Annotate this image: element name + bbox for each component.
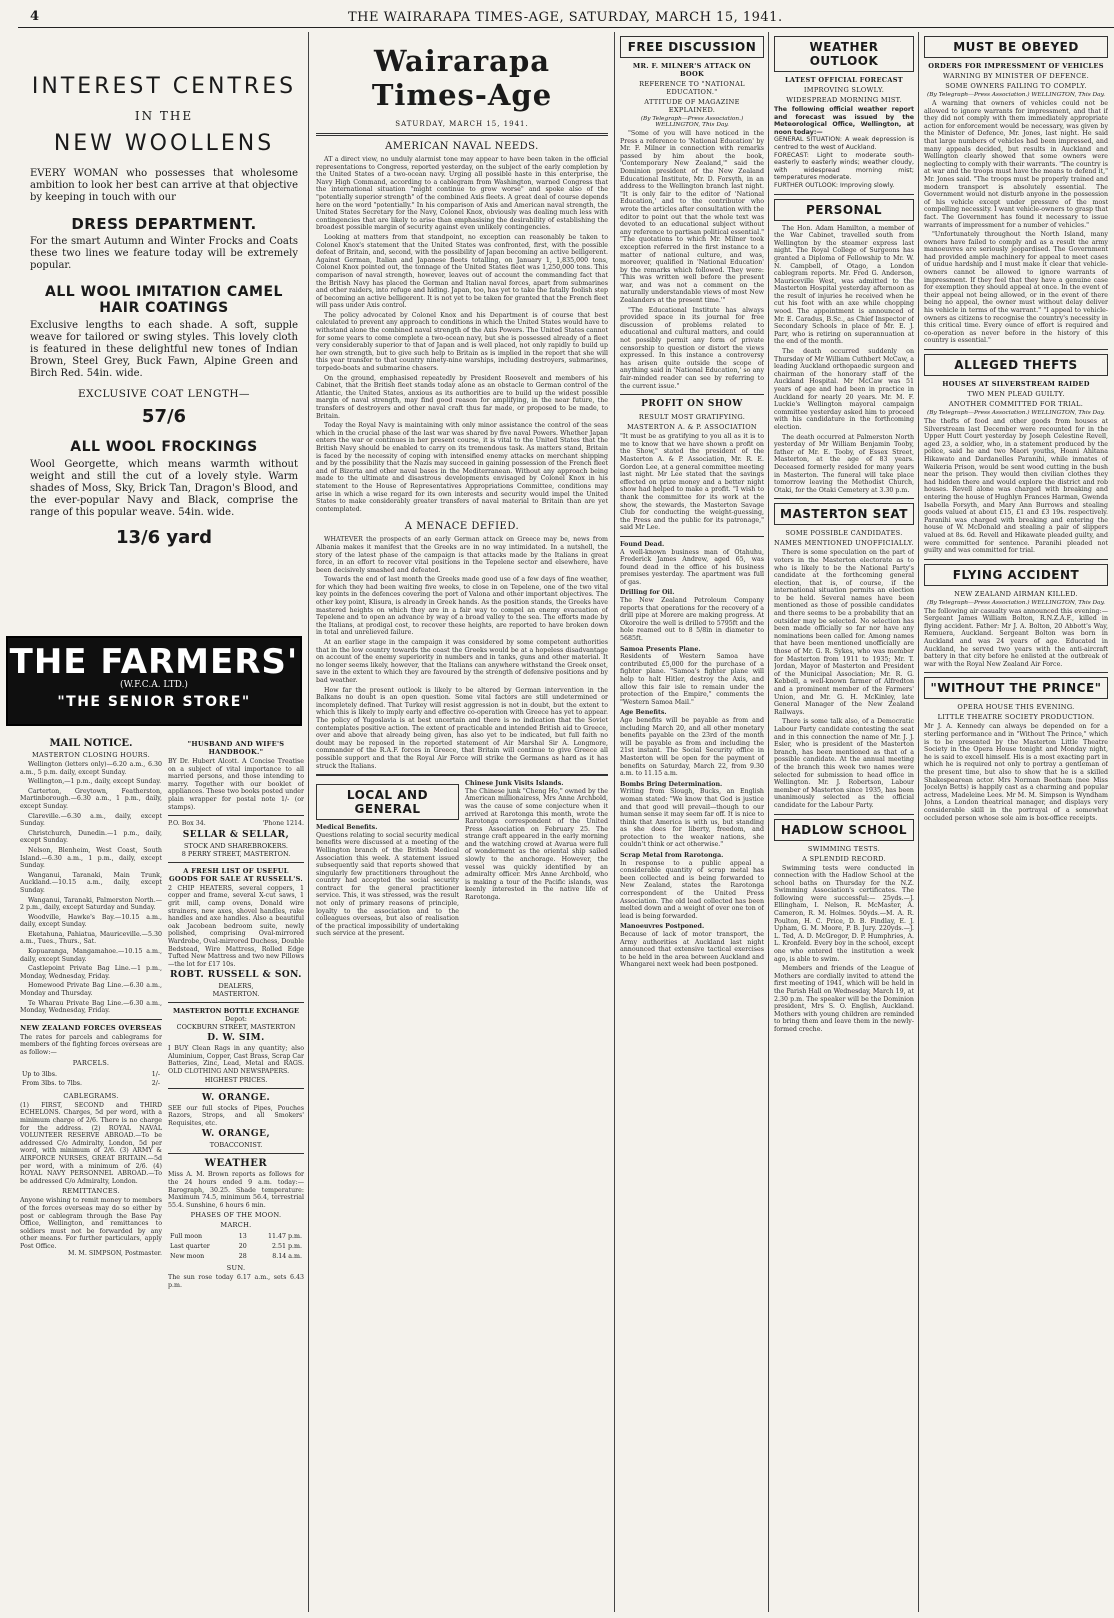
mail-notice-line: Wellington (letters only)—6.20 a.m., 6.30 a.m., 5 p.m. daily, except Sunday. — [20, 761, 162, 776]
brief-headline: Drilling for Oil. — [620, 589, 675, 597]
prince-sub2: LITTLE THEATRE SOCIETY PRODUCTION. — [937, 713, 1095, 722]
moon-phase-row — [170, 1243, 302, 1251]
brief-text: Writing from Slough, Bucks, an English woman stated: "We know that God is justice and that good will prevail—though to our human sense it may seem far off. It is nice to think that America is with us, but standing as she does for liberty, freedom, and protection to the weaker nations, she couldn't think or act otherwise." — [620, 788, 764, 849]
moon-phase-row — [170, 1233, 302, 1241]
must-be-obeyed-byline: (By Telegraph—Press Association.) WELLINGTON, This Day. — [927, 92, 1105, 98]
forces-remit-text: Anyone wishing to remit money to members of the forces overseas may do so either by post or cablegram through the Base Pay Office, Wellington, and remittances to soldiers must not be forwarded by any other means. For further particulars, apply Post Office. — [20, 1197, 162, 1250]
mail-notice-line: Eketahuna, Pahiatua, Mauriceville.—5.30 a.m., Tues., Thurs., Sat. — [20, 930, 162, 946]
forces-signature: M. M. SIMPSON, Postmaster. — [67, 1250, 162, 1258]
brief-headline: Age Benefits. — [620, 709, 667, 717]
forces-remit-label: REMITTANCES. — [61, 1187, 121, 1196]
local-general-subhead: Medical Benefits. — [316, 824, 378, 832]
orange-text: SEE our full stocks of Pipes, Pouches Razors, Strops, and all Smokers' Requisites, etc. — [168, 1104, 304, 1127]
ad-item2-title: ALL WOOL FROCKINGS — [70, 439, 258, 455]
thefts-sub: HOUSES AT SILVERSTREAM RAIDED — [942, 380, 1090, 388]
seat-title: MASTERTON SEAT — [774, 503, 914, 525]
ad-item2-price: 13/6 yard — [115, 527, 213, 548]
profit-sub2: MASTERTON A. & P. ASSOCIATION — [627, 423, 757, 432]
free-discussion-column — [620, 32, 764, 1612]
column-rule — [918, 32, 919, 1612]
leader-column — [316, 32, 608, 1612]
mail-notice-line: Wellington,—1 p.m., daily, except Sunday. — [28, 778, 162, 786]
weather-forecast: FORECAST: Light to moderate south-easterly to easterly winds; weather cloudy, with widespread morning mist; temperatures moderate. — [774, 151, 914, 182]
bottle-depot: Depot: — [225, 1015, 247, 1024]
thefts-text: The thefts of food and other goods from houses at Silverstream last December were recounted for in the Upper Hutt Court yesterday by Joseph Celestine Revell, aged 23, a soldier, who, in a statement produced by the police, said he and two Maori youths, Hoani Ahitana Hikawato and Dardanelles Paranihi, while inmates of Waikeria Prison, would be sent wood cutting in the bush near the prison. They would then civilian clothes they had hidden there and would explore the district and rob houses. Revell alone was charged with breaking and entering the house of Hughlyn Frances Harman, Gwenda Isabella Forsyth, and Mary Ann Burrows and stealing goods valued at about £15, £1 and £3 19s. respectively. Paranihi was charged with breaking and entering the house of W. McDonald and stealing a pair of slippers valued at 8s. 6d. Revell and Hikawate pleaded guilty, and were committed for sentence. Paranihi pleaded not guilty and was committed for trial. — [924, 418, 1108, 555]
free-discussion-sub3: ATTITUDE OF MAGAZINE EXPLAINED. — [644, 98, 740, 114]
brief-headline: Scrap Metal from Rarotonga. — [620, 852, 724, 860]
must-be-obeyed-title: MUST BE OBEYED — [924, 36, 1108, 58]
brief-headline: Samoa Presents Plane. — [620, 645, 701, 653]
flying-title: FLYING ACCIDENT — [924, 564, 1108, 586]
thefts-sub2: TWO MEN PLEAD GUILTY. — [967, 390, 1065, 398]
weather-intro: The following official weather report and forecast was issued by the Meteorological Office, Wellington, at noon today:— — [774, 106, 914, 136]
prince-text: Mr J. A. Kennedy can always be depended on for a sterling performance and in "Without The Prince," which is to be presented by the Masterton Little Theatre Society in the Opera House tonight and Monday night, he is said to excell himself. His is a most exacting part in which he is required not only to portray a gentleman of the present time, but also to show that he is a skilled Shakespearean actor. Mrs Norman Beetham (nee Miss Jocelyn Betts) is happily cast as a charming and popular actress, Madeleine Lees. Mr M. M. Simpson is Wyndham Johns, a London theatrical manager, and displays very considerable skill in the portrayal of a somewhat occluded person whose sole aim is box-office receipts. — [924, 723, 1108, 822]
thefts-byline: (By Telegraph—Press Association.) WELLINGTON, This Day. — [927, 410, 1105, 416]
forces-parcels-label: PARCELS. — [72, 1058, 110, 1067]
weather-title: WEATHER — [204, 1158, 268, 1170]
parcel-rate-row — [22, 1080, 160, 1088]
profit-text: "It must be as gratifying to you all as it is to me to know that we have shown a profit on the Show," stated the president of the Masterton A. & P. Association, Mr. R. E. Gordon Lee, at a general committee meeting last night. Mr Lee stated that the savings effected on prize money and a better night show had helped to make a profit. "I wish to thank the committee for its work at the show, the stewards, the Masterton Savage Club for conducting the weight-guessing, the Press and the public for its patronage," said Mr Lee. — [620, 433, 764, 532]
weather-column — [774, 32, 914, 1612]
moon-phase-cell: New moon — [170, 1252, 205, 1260]
parcel-rate-cell: Up to 3lbs. — [22, 1070, 57, 1078]
moon-phase-cell: 13 — [238, 1233, 247, 1241]
brief-text: Residents of Western Samoa have contributed £5,000 for the purchase of a fighter plane. "Samoa's fighter plane will help to halt Hitler, destroy the Axis, and allow this fair isle to remain under the protection of the Empire," comments the "Western Samoa Mail." — [620, 653, 764, 706]
sellar-box: P.O. Box 34. — [168, 820, 206, 828]
seat-text: There is some speculation on the part of voters in the Masterton electorate as to who is likely to be the National Party's candidate at the forthcoming general election, that is, of course, if the international situation permits an election to be held. Several names have been mentioned as those of possible candidates and there seems to be a probability that an outsider may be selected. No selection has been made officially so far nor have any nominations been called for. Among names that have been mentioned unofficially are those of Mr. G. R. Sykes, who was member for Masterton from 1911 to 1935; Mr. T. Jordan, Mayor of Masterton and President of the Municipal Association; Mr. R. G. Kebbell, a well-known farmer of Alfredton and a prominent member of the Farmers' Union, and Mr. G. H. McKinley, late General Manager of the New Zealand Railways. There is some talk also, of a Democratic Labour Party candidate contesting the seat and in this connection the name of Mr. J. J. Esler, who is president of the Masterton branch, has been mentioned as that of a possible candidate. At the annual meeting of the branch this week two names were selected for submission to head office in Wellington. Mr. J. Robertson, Labour member of Masterton since 1935, has been unanimously selected as the official candidate for the Labour Party. — [774, 549, 914, 809]
mail-notice-line: Wanganui, Taranaki, Main Trunk, Auckland.—10.15 a.m., daily, except Sunday. — [20, 871, 162, 894]
moon-month: MARCH. — [220, 1221, 252, 1230]
ad-headline-connector: IN THE — [134, 109, 194, 123]
page-header — [18, 6, 1114, 28]
moon-phase-cell: Full moon — [170, 1233, 203, 1241]
flying-byline: (By Telegraph—Press Association.) WELLINGTON, This Day. — [927, 599, 1105, 606]
russell-name: ROBT. RUSSELL & SON. — [170, 970, 302, 981]
mail-notice-line: Te Wharau Private Bag Line.—6.30 a.m., Monday, Wednesday, Friday. — [20, 999, 162, 1015]
ad-item1-title: ALL WOOL IMITATION CAMEL HAIR COATINGS — [45, 284, 283, 316]
personal-text: The Hon. Adam Hamilton, a member of the War Cabinet, travelled south from Wellington by the steamer express last night. The Royal College of Surgeons has granted a Diploma of Fellowship to Mr. W. N. Campbell, of Otago, a London cablegram reports. Mr. Fred G. Anderson, Mauriceville West, was admitted to the Masterton Hospital yesterday afternoon as the result of injuries he received when he cut his foot with an axe while chopping wood. The appointment is announced of Mr. E. Caradus, B.Sc., as Chief Inspector of Secondary Schools in place of Mr. E. J. Parr, who is retiring on superannuation at the end of the month. The death occurred suddenly on Thursday of Mr William Cuthbert McCaw, a leading Auckland orthopaedic surgeon and chairman of the honorary staff of the Auckland Hospital. Mr McCaw was 51 years of age and had been in practice in Auckland for nearly 20 years. Mr. M. F. Luckie's Wellington mayoral campaign committee yesterday asked him to proceed with his candidature in the forthcoming election. The death occurred at Palmerston North yesterday of Mr William Benjamin Tooby, father of Mr. E. Tooby, of Essex Street, Masterton, at the age of 83 years. Deceased formerly resided for many years in Masterton. The funeral will take place tomorrow leaving the Methodist Church, Otaki, for the Otaki Cemetery at 3.30 p.m. — [774, 224, 914, 494]
bottle-title: MASTERTON BOTTLE EXCHANGE — [173, 1007, 299, 1016]
brief-text: In response to a public appeal a considerable quantity of scrap metal has been collected and is being forwarded to New Zealand, states the Rarotonga correspondent of the United Press Association. The old lead collected has been melted down and a weight of over one ton of lead is being forwarded. — [620, 859, 764, 920]
hadlow-sub2: A SPLENDID RECORD. — [802, 854, 886, 863]
moon-phases-table — [168, 1231, 304, 1262]
farmers-logo-name: THE FARMERS' — [9, 642, 299, 682]
husband-ad-text: BY Dr. Hubert Alcott. A Concise Treatise on a subject of vital importance to all married persons, and those intending to marry. Together with our booklet of appliances. These two books posted under plain wrapper for postal note 1/- (or stamps). — [168, 758, 304, 811]
must-be-obeyed-sub2: WARNING BY MINISTER OF DEFENCE. — [943, 72, 1089, 80]
small-ads-column — [168, 738, 304, 1608]
moon-phase-cell: 20 — [238, 1243, 247, 1250]
sellar-address: 8 PERRY STREET, MASTERTON. — [181, 849, 291, 858]
mail-notice-subtitle: MASTERTON CLOSING HOURS. — [31, 751, 151, 759]
moon-phase-cell: 11.47 p.m. — [267, 1233, 302, 1241]
moon-phase-cell: Last quarter — [170, 1243, 210, 1250]
brief-headline: Bombs Bring Determination. — [620, 780, 723, 788]
orange-role: TOBACCONIST. — [209, 1141, 263, 1150]
ad-headline-woollens: NEW WOOLLENS — [53, 131, 275, 156]
must-be-obeyed-text: A warning that owners of vehicles could not be allowed to ignore warrants for impressment, and that if they did not comply with them immediately appropriate action for enforcement would be necessary, was given by the Minister of Defence, Mr. Jones, last night. He said that large numbers of vehicles had been impressed, and many appeals decided, but results in Auckland and Wellington clearly showed that some owners were neglecting to comply with their warrants. "The country is at war and the troops must have the means to defend it," Mr. Jones said. "The troops must be properly trained and modern transport is absolutely essential. The Government would not disturb anyone in the possession of his vehicle except under pressure of the most compelling necessity. I want vehicle-owners to grasp that fact. The Government has found it necessary to issue warrants of impressment for a number of vehicles." "Unfortunately throughout the North Island, many owners have failed to comply and as a result the army manoeuvres are seriously jeopardised. The Government had provided ample machinery for appeal to meet cases of undue hardship and I must make it clear that vehicle-owners cannot be allowed to ignore warrants of impressment. If they feel that they have a genuine case for exemption they should appeal at once. In the event of their appeal not being allowed, or in the event of there being no appeal, the owner must without delay deliver his vehicle in terms of the warrant." "I appeal to vehicle-owners as citizens to recognise the country's necessity in this critical time. Every ounce of effort is required and co-operation as never before in the history of this country is essential." — [924, 100, 1108, 345]
weather-general: GENERAL SITUATION: A weak depression is centred to the west of Auckland. — [774, 136, 914, 151]
mail-notice-line: Nelson, Blenheim, West Coast, South Island.—6.30 a.m., 1 p.m., daily, except Sunday. — [20, 846, 162, 870]
ad-item1-price: 57/6 — [141, 406, 187, 427]
mail-notice-line: Carterton, Greytown, Featherston, Martinborough.—6.30 a.m., 1 p.m., daily, except Sunday. — [20, 787, 162, 810]
seat-sub2: NAMES MENTIONED UNOFFICIALLY. — [774, 539, 914, 548]
column-rule — [768, 32, 769, 1612]
ad-department-title: DRESS DEPARTMENT. — [71, 215, 257, 233]
ad-headline: INTEREST CENTRES — [31, 74, 297, 99]
mail-notice-column — [20, 738, 162, 1608]
bottle-text: I BUY Clean Rags in any quantity; also Aluminium, Copper, Cast Brass, Scrap Car Batteries, Zinc, Lead, Metal and RAGS. OLD CLOTHING AND NEWSPAPERS. — [168, 1045, 304, 1076]
editorial-body-2: WHATEVER the prospects of an early German attack on Greece may be, news from Albania makes it manifest that the Greeks are in no way intimidated. In a nutshell, the story of the latest phase of the campaign is that attacks made by the Italians in great force, in an effort to recover vital positions in the Tepelene sector and elsewhere, have been decisively smashed and defeated. Towards the end of last month the Greeks made good use of a few days of fine weather, for which they had been waiting five weeks, to close in on Tepelene, one of the two vital key points in the defences covering the port of Valona and other important objectives. The other key point, Klisura, is already in Greek hands. As the position stands, the Greeks have mastered heights on which they are in a fair way to compel an enemy evacuation of Tepelene and to open an advance by way of a broad valley to the sea. The efforts made by the Italians, at prodigal cost, to recover these heights, are reported to have broken down in total and unrelieved failure. At an earlier stage in the campaign it was considered by some competent authorities that in the low country towards the coast the Greeks would be at a hopeless disadvantage on account of the enemy superiority in numbers and in tanks, guns and other material. It no longer seems likely, however, that the Italians can anywhere withstand the Greek onset, save in the extent to which they are favoured by the strength of defensive positions and by bad weather. How far the present outlook is likely to be altered by German intervention in the Balkans no doubt is an open question. Some vital factors are still undetermined or incompletely defined. That Turkey will resist aggression is not in doubt, but the extent to which this is likely to imply early and effective co-operation with Greece has yet to appear. The policy of Yugoslavia is at best uncertain and there is no indication that the Soviet contemplates positive action. The extent of practicable and intended British aid to Greece, over and above that already being given, has also yet to be indicated, but full faith no doubt may be reposed in the reported statement of Air Marshal Sir A. Longmore, commander of the R.A.F. forces in Greece, that Britain will continue to give Greece all possible support and that the Royal Air Force will strike the Germans as hard as it has struck the Italians. — [316, 536, 608, 770]
impressment-column — [924, 32, 1108, 1612]
hadlow-sub: SWIMMING TESTS. — [807, 844, 881, 853]
column-rule — [308, 32, 309, 1612]
brief-text: The New Zealand Petroleum Company reports that operations for the recovery of a drill pipe at Morere are making progress. At Okoroire the well is drilled to 5795ft and the hole reamed out to 8 5/8in in diameter to 5685ft. — [620, 597, 764, 643]
parcel-rate-cell: 2/- — [151, 1080, 160, 1088]
personal-title: PERSONAL — [774, 199, 914, 221]
news-briefs — [620, 541, 764, 969]
free-discussion-text: "Some of you will have noticed in the Press a reference to 'National Education' by Mr. F. Milner in connection with remarks passed by him about the book, 'Contemporary New Zealand,'" said the Dominion president of the New Zealand Educational Institute, Mr. D. Forsyth, in an address to the Wellington branch last night. "It is only fair to the editor of 'National Education,' and to the contributor who wrote the articles after consultation with the editor to point out that the whole text was devoted to an educational subject without any reference to partisan political essential." "The quotations to which Mr. Milner took exception referred in the first instance to a matter of national culture, and was, moreover, qualified in 'National Education' by the remarks which followed. They were: 'This was written well before the present war, and was not a comment on the naturally understandable views of most New Zealanders at the present time.'" "The Educational Institute has always provided space in its journal for free discussion of problems related to educational and cultural matters, and could not possibly permit any form of private censorship to question or distort the views expressed. In this instance a controversy has arisen quite outside the scope of anything said in 'National Education,' so any fair-minded reader can see by referring to the current issue." — [620, 130, 764, 390]
editorial-headline: AMERICAN NAVAL NEEDS. — [385, 141, 539, 152]
weather-sub2: IMPROVING SLOWLY. — [803, 86, 885, 94]
russell-ad-text: 2 CHIP HEATERS, several coppers, 1 copper and frame, several X-cut saws, 1 grit mill, camp ovens, Donald wire strainers, new axes, shovel handles, rake handles and axe handles. Also a beautiful oak Jacobean bedroom suite, newly polished, comprising Oval-mirrored Wardrobe, Oval-mirrored Duchess, Double Bedstead, Wire Mattress, Rolled Edge Tufted New Mattress and two new Pillows—the lot for £17 10s. — [168, 884, 304, 968]
farmers-logo-tag: "THE SENIOR STORE" — [57, 694, 251, 710]
ad-intro: EVERY WOMAN who possesses that wholesome ambition to look her best can arrive at that objective by keeping in touch with our — [30, 168, 298, 203]
weather-text: Miss A. M. Brown reports as follows for the 24 hours ended 9 a.m. today:—Barograph, 30.25. Shade temperature: Maximum 74.5, minimum 56.4, terrestrial 55.4. Sunshine, 6 hours 6 min. — [168, 1171, 304, 1209]
farmers-logo — [6, 636, 302, 726]
farmers-logo-sub: (W.F.C.A. LTD.) — [120, 680, 188, 690]
must-be-obeyed-sub1: ORDERS FOR IMPRESSMENT OF VEHICLES — [928, 62, 1104, 70]
sellar-name: SELLAR & SELLAR, — [182, 829, 290, 840]
prince-sub: OPERA HOUSE THIS EVENING. — [957, 703, 1075, 712]
weather-sub1: LATEST OFFICIAL FORECAST — [784, 76, 904, 84]
moon-phase-row — [170, 1253, 302, 1261]
free-discussion-byline: (By Telegraph—Press Association.) WELLINGTON, This Day. — [640, 116, 744, 128]
mail-notice-title: MAIL NOTICE. — [49, 738, 133, 749]
russell-town: MASTERTON. — [212, 990, 260, 999]
russell-role: DEALERS, — [218, 982, 254, 991]
weather-sub3: WIDESPREAD MORNING MIST. — [786, 96, 902, 104]
free-discussion-sub2: REFERENCE TO "NATIONAL EDUCATION." — [639, 80, 745, 96]
ad-department-text: For the smart Autumn and Winter Frocks and Coats these two lines we feature today will be extremely popular. — [30, 236, 298, 271]
mail-notice-line: Clareville.—6.30 a.m., daily, except Sunday. — [20, 812, 162, 828]
mail-notice-line: Woodville, Hawke's Bay.—10.15 a.m., daily, except Sunday. — [20, 913, 162, 929]
bottle-name: D. W. SIM. — [207, 1033, 265, 1044]
thefts-sub3: ANOTHER COMMITTED FOR TRIAL. — [948, 400, 1084, 408]
forces-intro: The rates for parcels and cablegrams for members of the fighting forces overseas are as follow:— — [20, 1033, 162, 1056]
editorial-headline-2: A MENACE DEFIED. — [404, 521, 520, 533]
forces-title: NEW ZEALAND FORCES OVERSEAS — [20, 1023, 162, 1032]
flying-text: The following air casualty was announced this evening:— Sergeant James William Bolton, R.N.Z.A.F., killed in flying accident. Father: Mr J. A. Bolton, 20 Abbott's Way, Remuera, Auckland. Sergeant Bolton was born in Auckland and was 24 years of age. Educated in Auckland, he served two years with the anti-aircraft battery in that city before he enlisted at the outbreak of war with the Royal New Zealand Air Force. — [924, 607, 1108, 668]
sellar-desc: STOCK AND SHAREBROKERS. — [184, 841, 288, 850]
mail-notice-line: Christchurch, Dunedin.—1 p.m., daily, except Sunday. — [20, 829, 162, 845]
sellar-phone: 'Phone 1214. — [262, 820, 304, 828]
weather-outlook-title: WEATHER OUTLOOK — [774, 36, 914, 72]
editorial-body: AT a direct view, no unduly alarmist tone may appear to have been taken in the official representations to Congress, reported yesterday, on the subject of the early completion by the United States of a two-ocean navy. Urging all possible haste in this enterprise, the Navy High Command, according to a cablegram from Washington, warned Congress that the international situation "might continue to grow worse" and spoke also of the "potentially superior strength" of the combined Axis fleets. A great deal of course depends here on the word "potentially." In his comparison of Axis and American naval strength, the United States Secretary for the Navy, Colonel Knox, obviously was dealing much less with contingencies that are likely to arise than emphasising the desirability of establishing the broadest possible margin of security against even unlikely contingencies. Looking at matters from that standpoint, no exception can reasonably be taken to Colonel Knox's statement that the United States was confronted, first, with the possible defeat of Britain, and, second, with the possibility of Japan becoming an active belligerent. Against German, Italian and Japanese fleets totalling, on January 1, 1,835,000 tons, Colonel Knox pointed out, the tonnage of the United States fleet was 1,250,000 tons. This comparison of naval strength, however, leaves out of account the commanding fact that the British Navy has placed the German and Italian naval forces, apart from submarines and other raiders, into refuge and hiding. Japan, too, has yet to take the fatally foolish step of becoming an active belligerent. It is not yet to be taken for granted that the French fleet will pass under Axis control. The policy advocated by Colonel Knox and his Department is of course that best calculated to prevent any approach to conditions in which the United States would have to withstand alone the combined naval strength of the Axis Powers. The United States cannot for some years to come complete a two-ocean navy, but she is possessed already of a fleet very considerably superior to that of Japan and is well placed, not only rapidly to build up her own strength, but to give such help to Britain as is implied in the report that she will this year transfer to that country ninety-nine warships, including destroyers, submarines, torpedo-boats and submarine chasers. On the ground, emphasised repeatedly by President Roosevelt and members of his Cabinet, that the British fleet stands today alone as an obstacle to German control of the Atlantic, the United States, anxious as its authorities are to build up the widest possible margin of naval strength, may find good reason for amplifying, in the near future, the transfers of destroyers and other naval craft thus far made, or proposed to be made, to Britain. Today the Royal Navy is maintaining with only minor assistance the control of the seas which in the crucial phase of the last war was shared by five naval Powers. Whether Japan enters the war or continues in her present course, it is vital to the United States that the British Navy should be enabled to carry on its tremendous task. As matters stand, Britain is faced by the necessity of coping with intensified enemy attacks on merchant shipping and by the possibility that the Nazis may succeed in gaining possession of the French fleet and of Bizerta and other naval bases in the Mediterranean. Without any approach being made to the ultimate and disastrous developments envisaged by Colonel Knox in his statement to the House of Representatives Appropriations Committee, conditions may arise in which a wise regard for its own interests and security would impel the United States to make considerably greater transfers of naval material to Britain than are yet contemplated. — [316, 156, 608, 513]
moon-phase-cell: 2.51 p.m. — [271, 1243, 302, 1250]
brief-text: Age benefits will be payable as from and including March 20, and all other monetary benefits payable on the 23rd of the month will be payable as from and including the 21st instant. The Social Security office in Masterton will be open for the payment of benefits on Saturday, March 22, from 9.30 a.m. to 11.15 a.m. — [620, 716, 764, 778]
forces-cable-text: (1) FIRST, SECOND and THIRD ECHELONS. Charges, 5d per word, with a minimum charge of 2/6. There is no charge for the address. (2) ROYAL NAVAL VOLUNTEER RESERVE ABROAD.—To be addressed C/o Admiralty, London, 5d per word, with minimum of 2/6. (3) ARMY & AIRFORCE NURSES, GREAT BRITAIN.—5d per word, with a minimum of 2/6. (4) ROYAL NAVY PERSONNEL ABROAD.—To be addressed C/o Admiralty, London. — [20, 1101, 162, 1185]
brief-headline: Manoeuvres Postponed. — [620, 923, 705, 931]
brief-text: Because of lack of motor transport, the Army authorities at Auckland last night announced that extensive tactical exercises to be held in the area between Auckland and Whangarei next week had been postponed. — [620, 931, 764, 969]
free-discussion-sub1: MR. F. MILNER'S ATTACK ON BOOK — [632, 62, 752, 78]
sun-title: SUN. — [226, 1264, 246, 1273]
flying-sub: NEW ZEALAND AIRMAN KILLED. — [954, 589, 1078, 598]
thefts-title: ALLEGED THEFTS — [924, 354, 1108, 376]
mail-notice-line: Homewood Private Bag Line.—6.30 a.m., Monday and Thursday. — [20, 982, 162, 998]
moon-phase-cell: 8.14 a.m. — [272, 1252, 302, 1260]
husband-ad-title: "HUSBAND AND WIFE'S HANDBOOK." — [187, 740, 285, 756]
must-be-obeyed-sub3: SOME OWNERS FAILING TO COMPLY. — [945, 82, 1087, 90]
hadlow-title: HADLOW SCHOOL — [774, 819, 914, 841]
mail-notice-list — [20, 761, 162, 1015]
moon-phase-cell: 28 — [238, 1252, 247, 1260]
parcel-rate-cell: From 3lbs. to 7lbs. — [22, 1080, 83, 1088]
local-general-title: LOCAL AND GENERAL — [316, 784, 459, 820]
free-discussion-title: FREE DISCUSSION — [620, 36, 764, 58]
local-general-text: Questions relating to social security medical benefits were discussed at a meeting of the Wellington branch of the British Medical Association this week. A statement issued subsequently said that reports showed that singularly few practitioners throughout the country had accepted the social security contract for the general practitioner service. This, it was stressed, was the result not only of primary reasons of principle, loyalty to the association and to the colleagues overseas, but also of realisation of the practical impossibility of undertaking such service at the present. — [316, 831, 459, 938]
seat-sub: SOME POSSIBLE CANDIDATES. — [785, 529, 903, 538]
orange-name-2: W. ORANGE, — [201, 1129, 271, 1140]
brief-headline: Found Dead. — [620, 540, 665, 548]
page-header-line: THE WAIRARAPA TIMES-AGE, SATURDAY, MARCH 15, 1941. — [348, 10, 783, 25]
profit-title: PROFIT ON SHOW — [641, 399, 743, 410]
page-number: 4 — [30, 9, 40, 24]
mail-notice-line: Wanganui, Taranaki, Palmerston North.—2 p.m., daily, except Saturday and Sunday. — [20, 896, 162, 912]
prince-title: "WITHOUT THE PRINCE" — [924, 677, 1108, 699]
parcel-rate-cell: 1/- — [151, 1070, 160, 1078]
column-rule — [614, 32, 615, 1612]
farmers-advert — [26, 60, 302, 548]
mail-notice-line: Castlepoint Private Bag Line.—1 p.m., Monday, Wednesday, Friday. — [20, 965, 162, 980]
ad-item1-text: Exclusive lengths to each shade. A soft, supple weave for tailored or swing styles. This lovely cloth is featured in these delightful new tones of Indian Brown, Steel Grey, Buck Fawn, Alpine Green and Birch Red. 54in. wide. — [30, 320, 298, 379]
forces-cable-label: CABLEGRAMS. — [63, 1091, 119, 1100]
masthead-title: Wairarapa Times-Age — [371, 44, 553, 112]
junk-text: The Chinese junk "Cheng Ho," owned by the American millionairess, Mrs Anne Archbold, was the cause of some conjecture when it arrived at Rarotonga this month, wrote the Rarotonga correspondent of the United Press Association on February 25. The strange craft appeared in the early morning and the watching crowd at Avarua were full of wonderment as the oriental ship sailed slowly to the anchorage. However, the vessel was quickly identified by an admiralty officer. Mrs Anne Archbold, who is making a tour of the Pacific islands, was keenly interested in the native life of Rarotonga. — [465, 787, 608, 902]
russell-ad-title: A FRESH LIST OF USEFUL GOODS FOR SALE AT RUSSELL'S. — [168, 866, 304, 883]
hadlow-text: Swimming tests were conducted in connection with the Hadlow School at the school baths on Thursday for the N.Z. Swimming Association's certificates. The following were successful:— 25yds.—J. Ellingham, I. Nelson, R. McMaster, A. Cameron, R. M. Holmes. 50yds.—M. A. R. Poulton, H. C. Price, D. B. Findlay, E. J. Upham, G. M. Moore, P. B. Jury. 220yds.—J. L. Ted, A. D. McGregor, D. P. Humphries, A. L. Kronfeld. Every boy in the school, except one who entered the institution a week ago, is able to swim. Members and friends of the League of Mothers are cordially invited to attend the first meeting of 1941, which will be held in the Parish Hall on Wednesday, March 19, at 2.30 p.m. The speaker will be the Dominion president, Mrs S. O. English, Auckland. Mothers with young children are reminded to bring them and leave them in the newly-formed creche. — [774, 864, 914, 1033]
mail-notice-line: Kopuaranga, Mangamahoe.—10.15 a.m., daily, except Sunday. — [20, 948, 162, 963]
parcel-rate-row — [22, 1071, 160, 1079]
parcel-rates-table — [20, 1069, 162, 1090]
bottle-prices: HIGHEST PRICES. — [204, 1075, 268, 1084]
ad-item2-text: Wool Georgette, which means warmth without weight and still the cut of a lovely style. Warm shades of Moss, Sky, Brick Tan, Dragon's Blood, and the ever-popular Navy and Black, comprise the range of this popular weave. 54in. wide. — [30, 459, 298, 518]
sun-text: The sun rose today 6.17 a.m., sets 6.43 p.m. — [168, 1274, 304, 1289]
leader-date: SATURDAY, MARCH 15, 1941. — [395, 120, 529, 128]
brief-text: A well-known business man of Otahuhu, Frederick James Andrew, aged 65, was found dead in the office of his business premises yesterday. The apartment was full of gas. — [620, 548, 764, 586]
orange-name: W. ORANGE. — [201, 1092, 271, 1103]
weather-further: FURTHER OUTLOOK: Improving slowly. — [774, 181, 895, 189]
bottle-address: COCKBURN STREET, MASTERTON — [176, 1023, 296, 1032]
ad-item1-label: EXCLUSIVE COAT LENGTH— — [77, 388, 251, 400]
junk-headline: Chinese Junk Visits Islands. — [465, 780, 564, 788]
moon-title: PHASES OF THE MOON. — [190, 1211, 282, 1220]
profit-sub: RESULT MOST GRATIFYING. — [638, 413, 746, 422]
